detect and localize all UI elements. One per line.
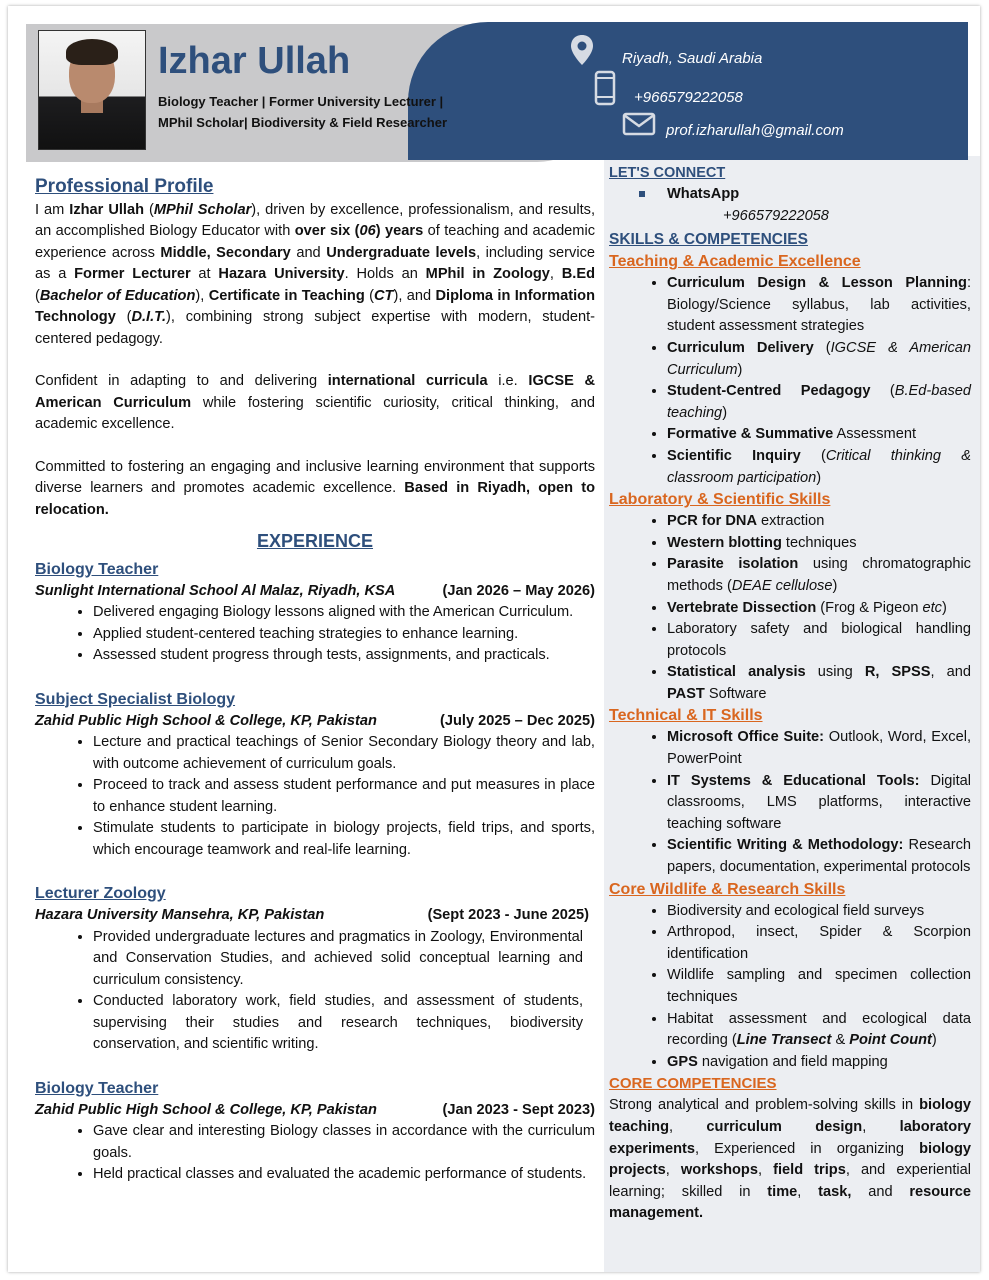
tech-skills-heading: Technical & IT Skills <box>609 707 763 725</box>
phone-icon <box>594 70 616 106</box>
core-competencies-text: Strong analytical and problem-solving skills in biology teaching, curriculum design, laboratory experiments, Experienced in organizing biology projects, workshops, field trips, and experiential learning; skilled in time, task, and resource management. <box>609 1097 972 1222</box>
job-dates: (Sept 2023 - June 2025) <box>427 907 589 923</box>
job-entry <box>35 883 595 1056</box>
profile-paragraph-1: I am Izhar Ullah (MPhil Scholar), driven by excellence, professionalism, and results, an accomplished Biology Educator with over six (06) years of teaching and academic experience across Middle, Secondary and Undergraduate levels, including service as a Former Lecturer at Hazara University. Holds an MPhil in Zoology, B.Ed (Bachelor of Education), Certificate in Teaching (CT), and Diploma in Information Technology (D.I.T.), combining strong subject expertise with modern, student-centered pedagogy. <box>35 201 596 347</box>
profile-paragraph-2: Confident in adapting to and delivering international curricula i.e. IGCSE & American Curriculum while fostering scientific curiosity, critical thinking, and academic excellence. <box>35 373 595 432</box>
job-bullet: • Gave clear and interesting Biology classes in accordance with the curriculum goals. <box>93 1121 595 1164</box>
job-title: Subject Specialist Biology <box>35 690 236 708</box>
skill-item: • Wildlife sampling and specimen collection techniques <box>667 965 971 1008</box>
lab-skills-heading: Laboratory & Scientific Skills <box>609 491 831 509</box>
skill-item: • Microsoft Office Suite: Outlook, Word, Excel, PowerPoint <box>667 727 971 770</box>
skill-item: • PCR for DNA extraction <box>667 511 971 533</box>
teaching-skills-heading: Teaching & Academic Excellence <box>609 253 861 271</box>
skill-item: • Biodiversity and ecological field surveys <box>667 901 971 923</box>
job-organization: Zahid Public High School & College, KP, Pakistan <box>35 712 377 729</box>
job-dates: (Jan 2023 - Sept 2023) <box>442 1101 595 1118</box>
whatsapp-item <box>609 184 971 206</box>
job-bullet: • Conducted laboratory work, field studies, and assessment of students, supervising their studies and research techniques, biodiversity conservation, and scientific writing. <box>93 991 583 1056</box>
job-title: Lecturer Zoology <box>35 885 166 902</box>
sidebar-column <box>609 162 971 1225</box>
email-link[interactable]: prof.izharullah@gmail.com <box>666 122 844 139</box>
whatsapp-label: WhatsApp <box>667 186 740 202</box>
profile-paragraph-3: Committed to fostering an engaging and inclusive learning environment that supports diverse learners and promotes academic excellence. Based in Riyadh, open to relocation. <box>35 458 595 518</box>
skill-item: • Western blotting techniques <box>667 533 971 555</box>
skill-item: • Arthropod, insect, Spider & Scorpion identification <box>667 922 971 965</box>
skill-item: • Statistical analysis using R, SPSS, and PAST Software <box>667 662 971 705</box>
candidate-name: Izhar Ullah <box>158 40 351 82</box>
skill-item: • Student-Centred Pedagogy (B.Ed-based teaching) <box>667 381 971 424</box>
job-bullet: • Held practical classes and evaluated the academic performance of students. <box>93 1164 595 1186</box>
skill-item: • GPS navigation and field mapping <box>667 1052 971 1074</box>
job-entry <box>35 689 595 862</box>
job-entry <box>35 559 595 667</box>
job-entry <box>35 1078 595 1186</box>
job-organization: Sunlight International School Al Malaz, Riyadh, KSA <box>35 582 396 599</box>
teaching-skills-list <box>609 273 971 489</box>
job-title: Biology Teacher <box>35 560 159 578</box>
whatsapp-number[interactable]: +966579222058 <box>723 207 829 224</box>
skill-item: • Habitat assessment and ecological data recording (Line Transect & Point Count) <box>667 1009 971 1052</box>
job-dates: (Jan 2026 – May 2026) <box>442 582 595 599</box>
skill-item: • Vertebrate Dissection (Frog & Pigeon etc) <box>667 598 971 620</box>
job-bullet: • Proceed to track and assess student performance and put measures in place to enhance student learning. <box>93 775 595 818</box>
tech-skills-list <box>609 727 971 878</box>
core-competencies-heading: CORE COMPETENCIES <box>609 1075 777 1093</box>
skill-item: • Scientific Inquiry (Critical thinking & classroom participation) <box>667 446 971 489</box>
skill-item: • Formative & Summative Assessment <box>667 424 971 446</box>
job-bullet: • Lecture and practical teachings of Senior Secondary Biology theory and lab, with outcome achievement of curriculum goals. <box>93 732 595 775</box>
skill-item: • Scientific Writing & Methodology: Research papers, documentation, experimental protocols <box>667 835 971 878</box>
skill-item: • Parasite isolation using chromatographic methods (DEAE cellulose) <box>667 554 971 597</box>
skill-item: • IT Systems & Educational Tools: Digital classrooms, LMS platforms, interactive teaching software <box>667 771 971 836</box>
skills-heading: SKILLS & COMPETENCIES <box>609 231 808 249</box>
candidate-subtitle: Biology Teacher | Former University Lecturer | MPhil Scholar| Biodiversity & Field Researcher <box>158 94 448 130</box>
skill-item: • Curriculum Delivery (IGCSE & American Curriculum) <box>667 338 971 381</box>
email-icon <box>622 112 656 136</box>
profile-heading: Professional Profile <box>35 176 214 197</box>
job-bullet: • Delivered engaging Biology lessons aligned with the American Curriculum. <box>93 602 595 624</box>
wildlife-skills-heading: Core Wildlife & Research Skills <box>609 880 846 898</box>
job-dates: (July 2025 – Dec 2025) <box>440 712 595 729</box>
connect-heading: LET'S CONNECT <box>609 165 726 181</box>
square-bullet-icon <box>639 191 645 197</box>
main-column <box>35 176 595 1208</box>
job-bullet: • Stimulate students to participate in biology projects, field trips, and sports, which encourage teamwork and real-life learning. <box>93 818 595 861</box>
resume-page <box>8 6 980 1272</box>
location-text: Riyadh, Saudi Arabia <box>622 50 763 67</box>
job-organization: Zahid Public High School & College, KP, Pakistan <box>35 1101 377 1118</box>
wildlife-skills-list <box>609 901 971 1074</box>
job-bullet: • Provided undergraduate lectures and pragmatics in Zoology, Environmental and Conservation Studies, and achieved solid conceptual learning and curriculum consistency. <box>93 927 583 992</box>
job-title: Biology Teacher <box>35 1079 159 1097</box>
location-pin-icon <box>570 34 594 66</box>
skill-item: • Laboratory safety and biological handling protocols <box>667 619 971 662</box>
job-organization: Hazara University Mansehra, KP, Pakistan <box>35 907 325 923</box>
job-bullet: • Applied student-centered teaching strategies to enhance learning. <box>93 624 595 646</box>
skill-item: • Curriculum Design & Lesson Planning: Biology/Science syllabus, lab activities, student assessment strategies <box>667 273 971 338</box>
profile-photo <box>38 30 146 150</box>
job-bullet: • Assessed student progress through tests, assignments, and practicals. <box>93 645 595 667</box>
experience-heading: EXPERIENCE <box>256 531 374 551</box>
lab-skills-list <box>609 511 971 705</box>
phone-link[interactable]: +966579222058 <box>634 89 743 106</box>
